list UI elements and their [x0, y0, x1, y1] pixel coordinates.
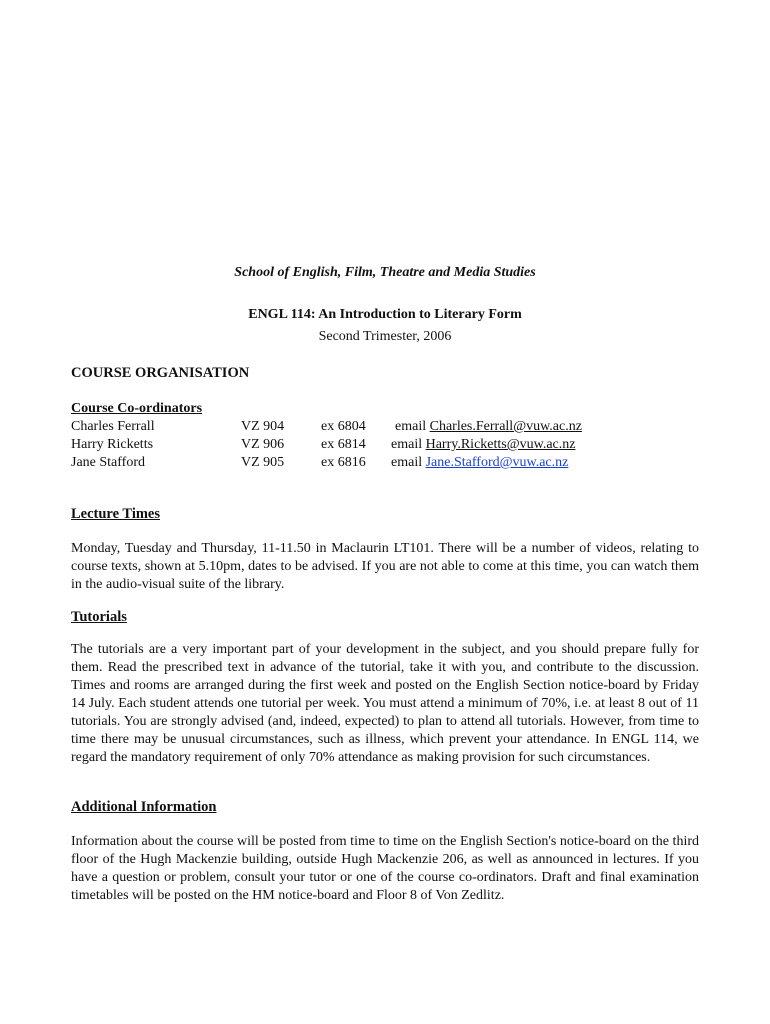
- lecture-times-heading: Lecture Times: [71, 506, 161, 522]
- coordinator-extension: ex 6816: [321, 455, 366, 470]
- coordinator-name: Harry Ricketts: [71, 437, 154, 452]
- coordinator-name: Jane Stafford: [71, 455, 145, 470]
- additional-information-paragraph: Information about the course will be posted from time to time on the English Section's notice-board on the third floor of the Hugh Mackenzie building, outside Hugh Mackenzie 206, as well as announced in lectures. If you have a question or problem, consult your tutor or one of the course co-ordinators. Draft and final examination timetables will be posted on the HM notice-board and Floor 8 of Von Zedlitz.: [71, 834, 699, 903]
- coordinator-room: VZ 904: [241, 419, 285, 434]
- coordinator-email: [391, 437, 575, 453]
- trimester: Second Trimester, 2006: [318, 329, 452, 344]
- email-label: email: [391, 455, 423, 470]
- email-link[interactable]: Harry.Ricketts@vuw.ac.nz: [425, 437, 576, 452]
- course-title: ENGL 114: An Introduction to Literary Form: [248, 307, 522, 322]
- coordinator-name: Charles Ferrall: [71, 419, 155, 434]
- email-link[interactable]: Charles.Ferrall@vuw.ac.nz: [429, 419, 582, 434]
- coordinator-row: [71, 455, 711, 473]
- coordinator-room: VZ 905: [241, 455, 285, 470]
- coordinator-room: VZ 906: [241, 437, 285, 452]
- additional-information-heading: Additional Information: [71, 799, 217, 815]
- email-link[interactable]: Jane.Stafford@vuw.ac.nz: [425, 455, 569, 470]
- coordinators-heading: Course Co-ordinators: [71, 401, 203, 416]
- coordinator-row: [71, 437, 711, 455]
- coordinator-extension: ex 6814: [321, 437, 366, 452]
- lecture-times-paragraph: Monday, Tuesday and Thursday, 11-11.50 in Maclaurin LT101. There will be a number of videos, relating to course texts, shown at 5.10pm, dates to be advised. If you are not able to come at this time, you can watch them in the audio-visual suite of the library.: [71, 541, 699, 592]
- coordinator-extension: ex 6804: [321, 419, 366, 434]
- tutorials-heading: Tutorials: [71, 609, 127, 625]
- email-label: email: [391, 437, 423, 452]
- tutorials-paragraph: The tutorials are a very important part of your development in the subject, and you should prepare fully for them. Read the prescribed text in advance of the tutorial, take it with you, and contribute to the discussion. Times and rooms are arranged during the first week and posted on the English Section notice-board by Friday 14 July. Each student attends one tutorial per week. You must attend a minimum of 70%, i.e. at least 8 out of 11 tutorials. You are strongly advised (and, indeed, expected) to plan to attend all tutorials. However, from time to time there may be unusual circumstances, such as illness, which prevent your attendance. In ENGL 114, we regard the mandatory requirement of only 70% attendance as making provision for such circumstances.: [71, 642, 699, 765]
- course-organisation-heading: COURSE ORGANISATION: [71, 365, 250, 381]
- coordinator-email: [395, 419, 582, 435]
- email-label: email: [395, 419, 427, 434]
- coordinator-row: [71, 419, 711, 437]
- coordinator-email: [391, 455, 568, 471]
- school-name: School of English, Film, Theatre and Media Studies: [234, 265, 536, 280]
